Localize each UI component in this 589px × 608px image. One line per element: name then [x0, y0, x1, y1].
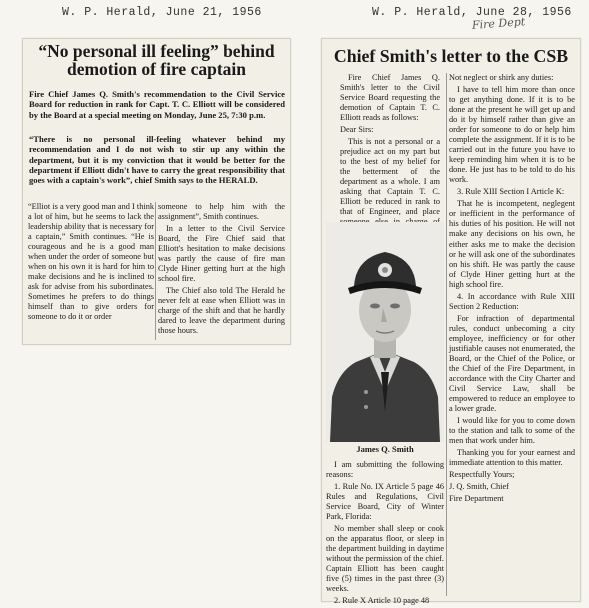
closing-line: Respectfully Yours;: [449, 470, 515, 480]
right-col2-paragraph: I would like for you to come down to the station and talk to some of the men that work under him.: [449, 416, 575, 446]
portrait-image: [326, 222, 444, 442]
right-column-divider: [446, 73, 447, 596]
right-column-1-bottom: [326, 460, 444, 608]
right-col2-paragraph: 3. Rule XIII Section I Article K:: [457, 187, 565, 197]
right-col2-paragraph: 4. In accordance with Rule XIII Section 2 Reduction:: [449, 291, 575, 311]
right-col2-paragraph: For infraction of departmental rules, conduct unbecoming a city employee, inefficiency or for other justifiable causes not enumerated, the Board, or the Chief of the Police, or the Chief of the Fire Department, in accordance with the City Charter and Civil Service Law, shall be empowered to reduce an employee to a lower grade.: [449, 313, 575, 413]
right-clipping-date-header: W. P. Herald, June 28, 1956: [372, 6, 572, 19]
left-clipping: [22, 38, 291, 345]
right-col1-paragraph: I am submitting the following reasons:: [326, 460, 444, 480]
right-col2-paragraph: Not neglect or shirk any duties:: [449, 73, 554, 82]
left-quote-paragraph: “There is no personal ill-feeling whatever behind my recommendation and I do not wish to stir up any within the department, but it is my conviction that it would be better for the department if Elliott didn't have to carry the great responsibility that goes with a captain's work”, chief Smith says to the HERALD.: [29, 134, 285, 186]
right-column-2: [449, 73, 575, 506]
right-col1-paragraph: 1. Rule No. IX Article 5 page 46 Rules and Regulations, Civil Service Board, City of Winter Park, Florida:: [326, 482, 444, 522]
right-col1-paragraph: This is not a personal or a prejudice act on my part but to the best of my belief for the betterment of the department as a whole. I am asking that Captain T. C. Elliott be reduced in rank to that of Engineer, and place: [340, 137, 440, 217]
left-column-1: [28, 202, 154, 324]
right-clipping: [321, 38, 581, 606]
right-col2-paragraph: That he is incompetent, neglegent or inefficient in the performance of his duties of his position. He will not make any decisions on his own, he either asks me to make the decision or he will ask one of the subordinates on his shift. He was partly the cause of Clyde Hiner getting hurt at the high school fire.: [449, 199, 575, 289]
left-column-divider: [155, 202, 156, 340]
signature-title: Fire Department: [449, 494, 504, 504]
left-col2-paragraph: In a letter to the Civil Service Board, the Fire Chief said that Elliott's hesitation to make decisions was partly the cause of fire man Clyde Hiner getting hurt at the high school fire.: [158, 224, 285, 284]
left-col2-paragraph: The Chief also told The Herald he never felt at ease when Elliott was in charge of the shift and that he hardly dared to leave the department during those hours.: [158, 286, 285, 336]
salutation: Dear Sirs:: [340, 125, 374, 135]
right-col1-paragraph: 2. Rule X Article 10 page 48: [334, 596, 430, 606]
left-col1-paragraph: “Elliot is a very good man and I think a lot of him, but he seems to lack the leadership ability that is necessary for a captain,” Smith continues. “He is courageous and he is a good man when under the order of someone but when on his own it is hard for him to make decisions and he is inclined to ask for advise from his subordinates. Sometimes he prefers to do things himself than to give orders for someone to do it or order: [28, 202, 154, 322]
left-headline: “No personal ill feeling” behind demotion of fire captain: [38, 41, 275, 79]
right-col1-paragraph: Fire Chief James Q. Smith's letter to the Civil Service Board requesting the demotion of Captain T. C. Elliott reads as follows:: [340, 73, 440, 123]
left-col2-paragraph: someone to help him with the assignment”, Smith continues.: [158, 202, 285, 222]
right-col2-paragraph: I have to tell him more than once to get anything done. If it is to be done at the present he will get up and do it by himself rather than give an order for someone to do or help him complete the assignment. If it is to be carried out in the future you have to keep reminding him when it is to be done. He just has to be told to do his work.: [449, 85, 575, 185]
chief-portrait-photo: [326, 222, 444, 442]
signature-name: J. Q. Smith, Chief: [449, 482, 509, 492]
right-col2-paragraph: Thanking you for your earnest and immediate attention to this matter.: [449, 448, 575, 468]
right-column-1-top: [340, 73, 440, 240]
left-lead-paragraph: Fire Chief James Q. Smith's recommendation to the Civil Service Board for reduction in rank for Capt. T. C. Elliott will be considered by the Board at a special meeting on Monday, June 25, 7:30 p.m.: [29, 89, 285, 120]
photo-caption: James Q. Smith: [356, 444, 414, 454]
left-column-2: [158, 202, 285, 338]
right-headline: Chief Smith's letter to the CSB: [333, 46, 569, 66]
handwritten-note: Fire Dept: [471, 15, 526, 32]
left-clipping-date-header: W. P. Herald, June 21, 1956: [62, 6, 262, 19]
right-col1-paragraph: No member shall sleep or cook on the apparatus floor, or sleep in the department building in daytime without the permission of the chief. Captain Elliott has been caught five (5) times in the past three (3) weeks.: [326, 524, 444, 594]
